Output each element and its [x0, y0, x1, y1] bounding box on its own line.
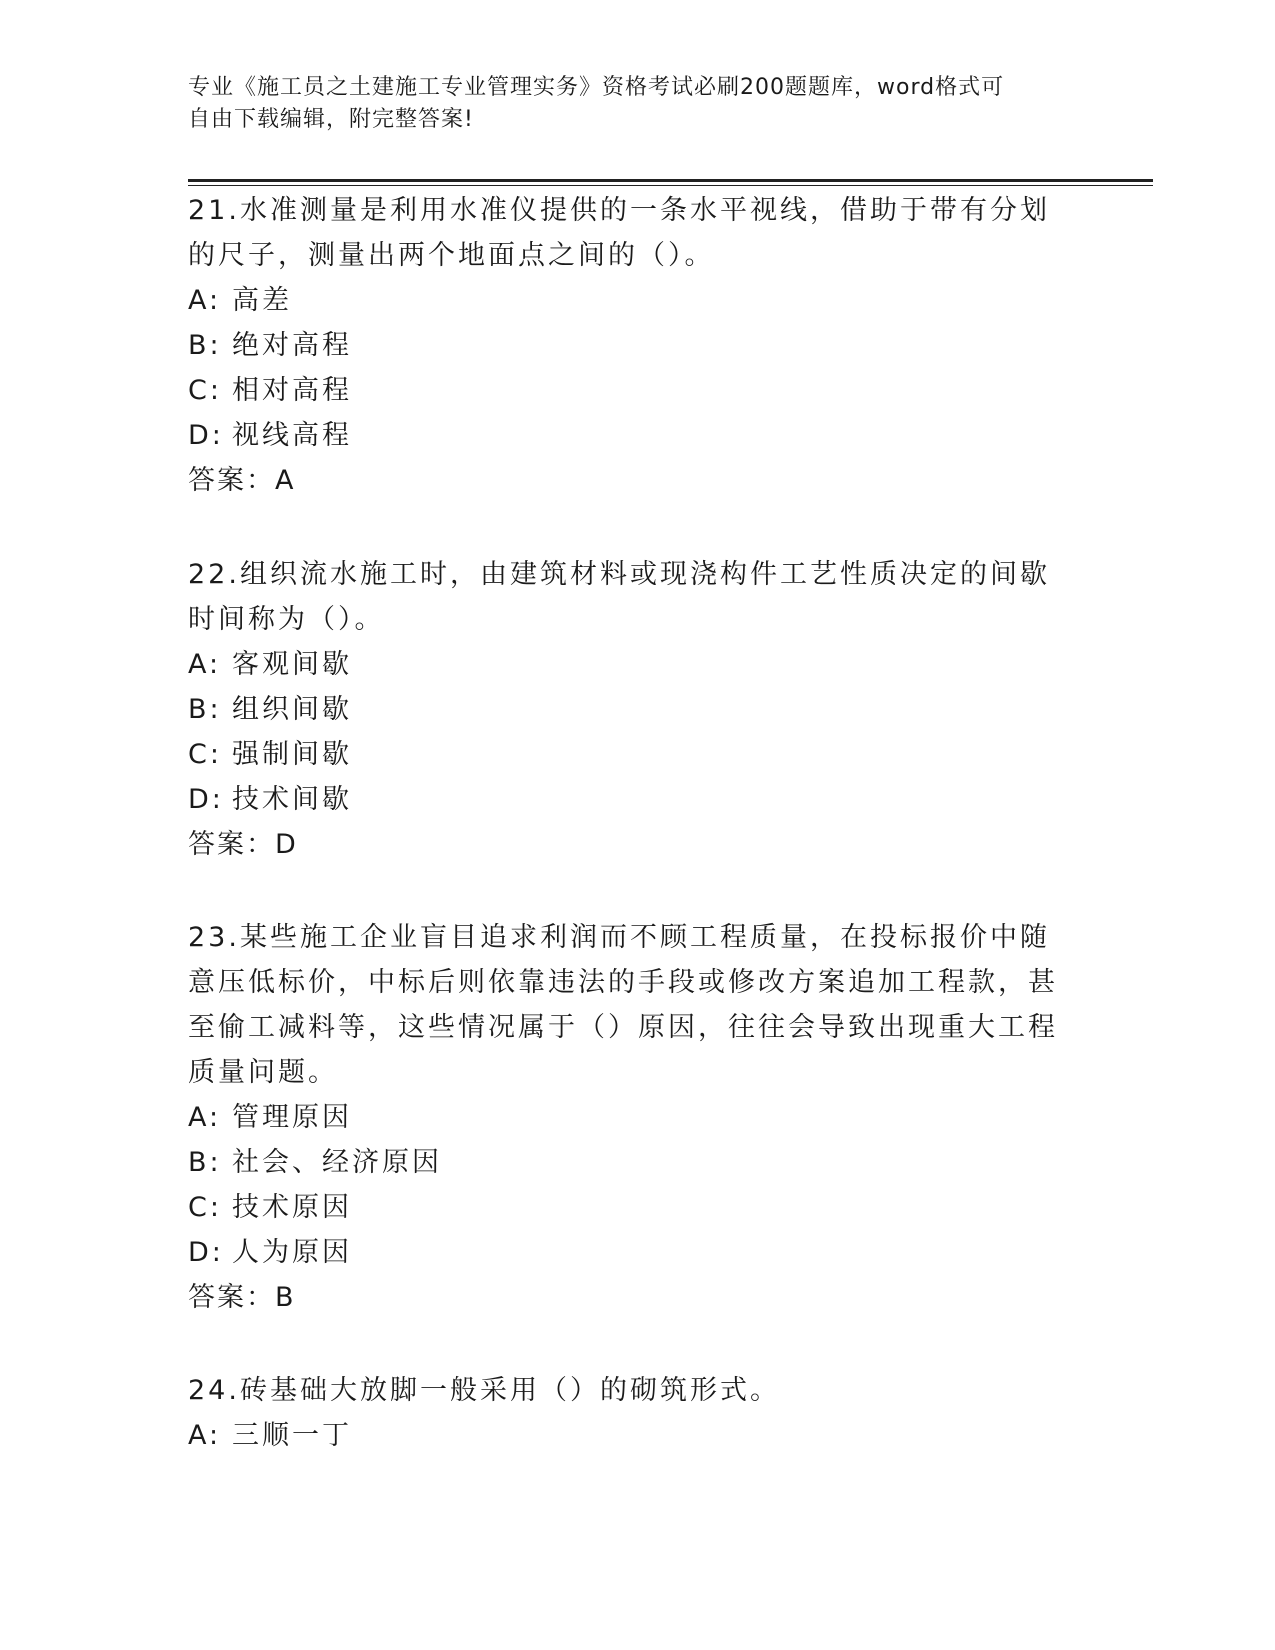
option-d [188, 413, 1068, 458]
option-text: 高差 [232, 285, 292, 316]
option-c [188, 1185, 1068, 1230]
option-a [188, 1413, 1068, 1458]
option-c [188, 732, 1068, 777]
option-key: A: [188, 285, 222, 316]
answer-line: 答案：A [188, 465, 296, 496]
option-text: 管理原因 [232, 1102, 352, 1133]
question-stem: 23.某些施工企业盲目追求利润而不顾工程质量，在投标报价中随意压低标价，中标后则依靠违法的手段或修改方案追加工程款，甚至偷工减料等，这些情况属于（）原因，往往会导致出现重大工程质量问题。 [188, 922, 1058, 1088]
option-b [188, 687, 1068, 732]
option-text: 技术原因 [232, 1192, 352, 1223]
option-text: 三顺一丁 [232, 1420, 352, 1451]
option-text: 绝对高程 [232, 330, 352, 361]
option-key: D: [188, 1237, 224, 1268]
header-line-1: 专业《施工员之土建施工专业管理实务》资格考试必刷200题题库，word格式可 [188, 75, 1005, 100]
document-header [188, 72, 1068, 136]
option-key: C: [188, 1192, 222, 1223]
option-key: B: [188, 1147, 222, 1178]
header-divider-thin [188, 185, 1153, 186]
option-text: 强制间歇 [232, 739, 352, 770]
option-c [188, 368, 1068, 413]
question-22 [188, 552, 1068, 867]
option-a [188, 1095, 1068, 1140]
option-key: D: [188, 784, 224, 815]
option-key: A: [188, 649, 222, 680]
option-a [188, 278, 1068, 323]
option-text: 社会、经济原因 [232, 1147, 442, 1178]
answer-line: 答案：B [188, 1282, 296, 1313]
question-stem: 24.砖基础大放脚一般采用（）的砌筑形式。 [188, 1375, 780, 1406]
option-key: B: [188, 330, 222, 361]
header-divider-thick [188, 179, 1153, 182]
option-text: 客观间歇 [232, 649, 352, 680]
option-key: D: [188, 420, 224, 451]
option-d [188, 777, 1068, 822]
option-b [188, 323, 1068, 368]
option-a [188, 642, 1068, 687]
question-stem: 21.水准测量是利用水准仪提供的一条水平视线，借助于带有分划的尺子，测量出两个地面点之间的（）。 [188, 195, 1050, 271]
answer-line: 答案：D [188, 829, 298, 860]
option-key: A: [188, 1102, 222, 1133]
option-key: C: [188, 375, 222, 406]
option-b [188, 1140, 1068, 1185]
header-line-2: 自由下载编辑，附完整答案! [188, 107, 474, 132]
option-text: 组织间歇 [232, 694, 352, 725]
option-d [188, 1230, 1068, 1275]
question-24 [188, 1368, 1068, 1458]
option-text: 人为原因 [232, 1237, 352, 1268]
option-key: A: [188, 1420, 222, 1451]
question-21 [188, 188, 1068, 503]
option-key: B: [188, 694, 222, 725]
option-key: C: [188, 739, 222, 770]
option-text: 视线高程 [232, 420, 352, 451]
option-text: 相对高程 [232, 375, 352, 406]
question-23 [188, 915, 1068, 1320]
option-text: 技术间歇 [232, 784, 352, 815]
question-stem: 22.组织流水施工时，由建筑材料或现浇构件工艺性质决定的间歇时间称为（）。 [188, 559, 1050, 635]
